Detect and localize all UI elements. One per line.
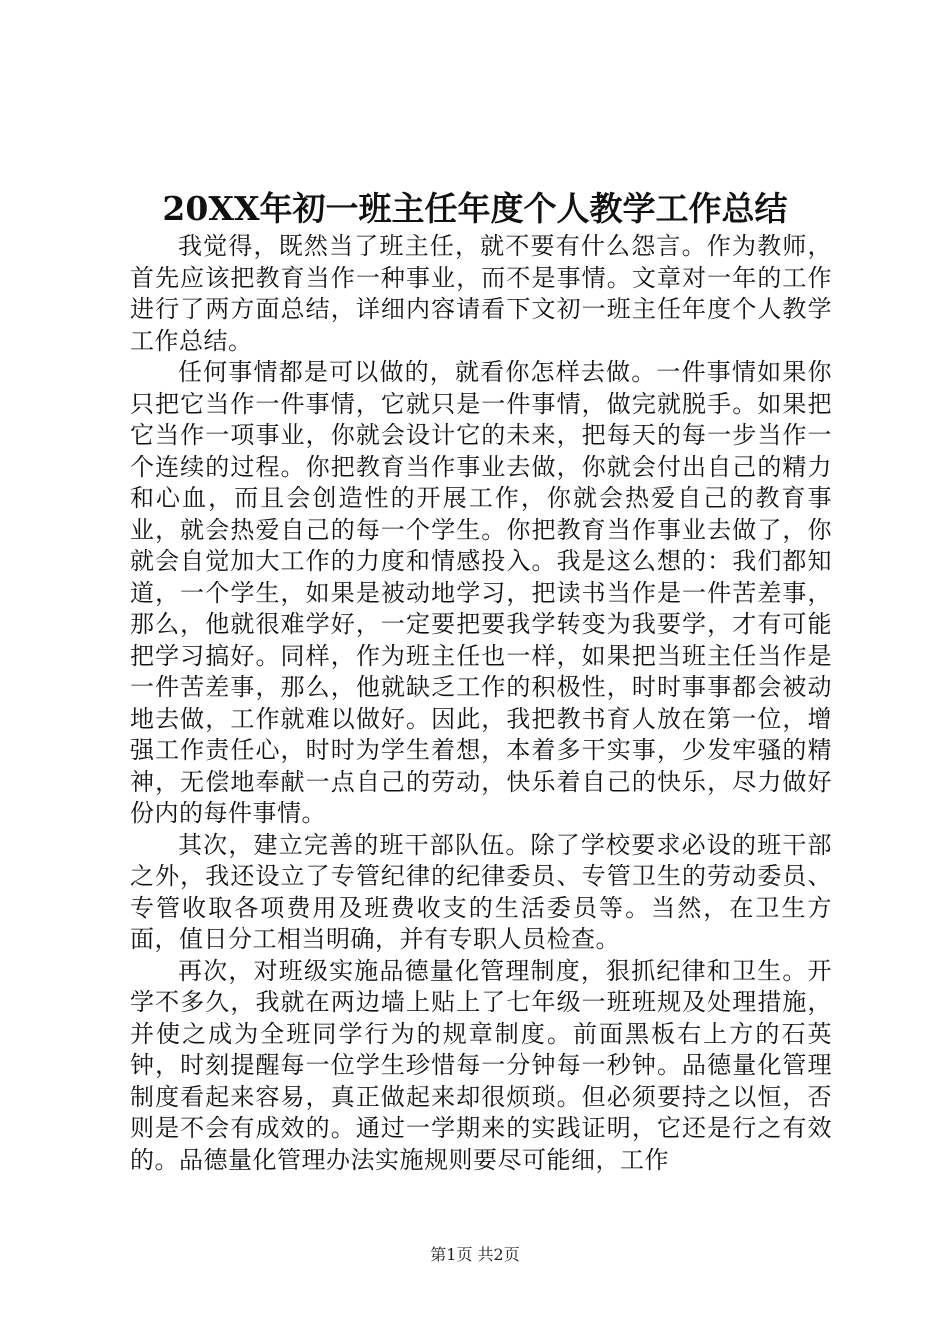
- paragraph-3: 其次，建立完善的班干部队伍。除了学校要求必设的班干部之外，我还设立了专管纪律的纪律委员、专管卫生的劳动委员、专管收取各项费用及班费收支的生活委员等。当然，在卫生方面，值日分工相当明确，并有专职人员检查。: [130, 830, 832, 953]
- document-body: [130, 231, 832, 1176]
- paragraph-4: 再次，对班级实施品德量化管理制度，狠抓纪律和卫生。开学不多久，我就在两边墙上贴上了七年级一班班规及处理措施，并使之成为全班同学行为的规章制度。前面黑板右上方的石英钟，时刻提醒每一位学生珍惜每一分钟每一秒钟。品德量化管理制度看起来容易，真正做起来却很烦琐。但必须要持之以恒，否则是不会有成效的。通过一学期来的实践证明，它还是行之有效的。品德量化管理办法实施规则要尽可能细，工作: [130, 956, 832, 1174]
- page-number-footer: 第1页 共2页: [430, 1245, 520, 1264]
- document-title: 20XX年初一班主任年度个人教学工作总结: [162, 189, 788, 228]
- paragraph-2: 任何事情都是可以做的，就看你怎样去做。一件事情如果你只把它当作一件事情，它就只是一件事情，做完就脱手。如果把它当作一项事业，你就会设计它的未来，把每天的每一步当作一个连续的过程。你把教育当作事业去做，你就会付出自己的精力和心血，而且会创造性的开展工作，你就会热爱自己的教育事业，就会热爱自己的每一个学生。你把教育当作事业去做了，你就会自觉加大工作的力度和情感投入。我是这么想的：我们都知道，一个学生，如果是被动地学习，把读书当作是一件苦差事，那么，他就很难学好，一定要把要我学转变为我要学，才有可能把学习搞好。同样，作为班主任也一样，如果把当班主任当作是一件苦差事，那么，他就缺乏工作的积极性，时时事事都会被动地去做，工作就难以做好。因此，我把教书育人放在第一位，增强工作责任心，时时为学生着想，本着多干实事，少发牢骚的精神，无偿地奉献一点自己的劳动，快乐着自己的快乐，尽力做好份内的每件事情。: [130, 358, 832, 827]
- paragraph-1: 我觉得，既然当了班主任，就不要有什么怨言。作为教师，首先应该把教育当作一种事业，而不是事情。文章对一年的工作进行了两方面总结，详细内容请看下文初一班主任年度个人教学工作总结。: [130, 232, 832, 355]
